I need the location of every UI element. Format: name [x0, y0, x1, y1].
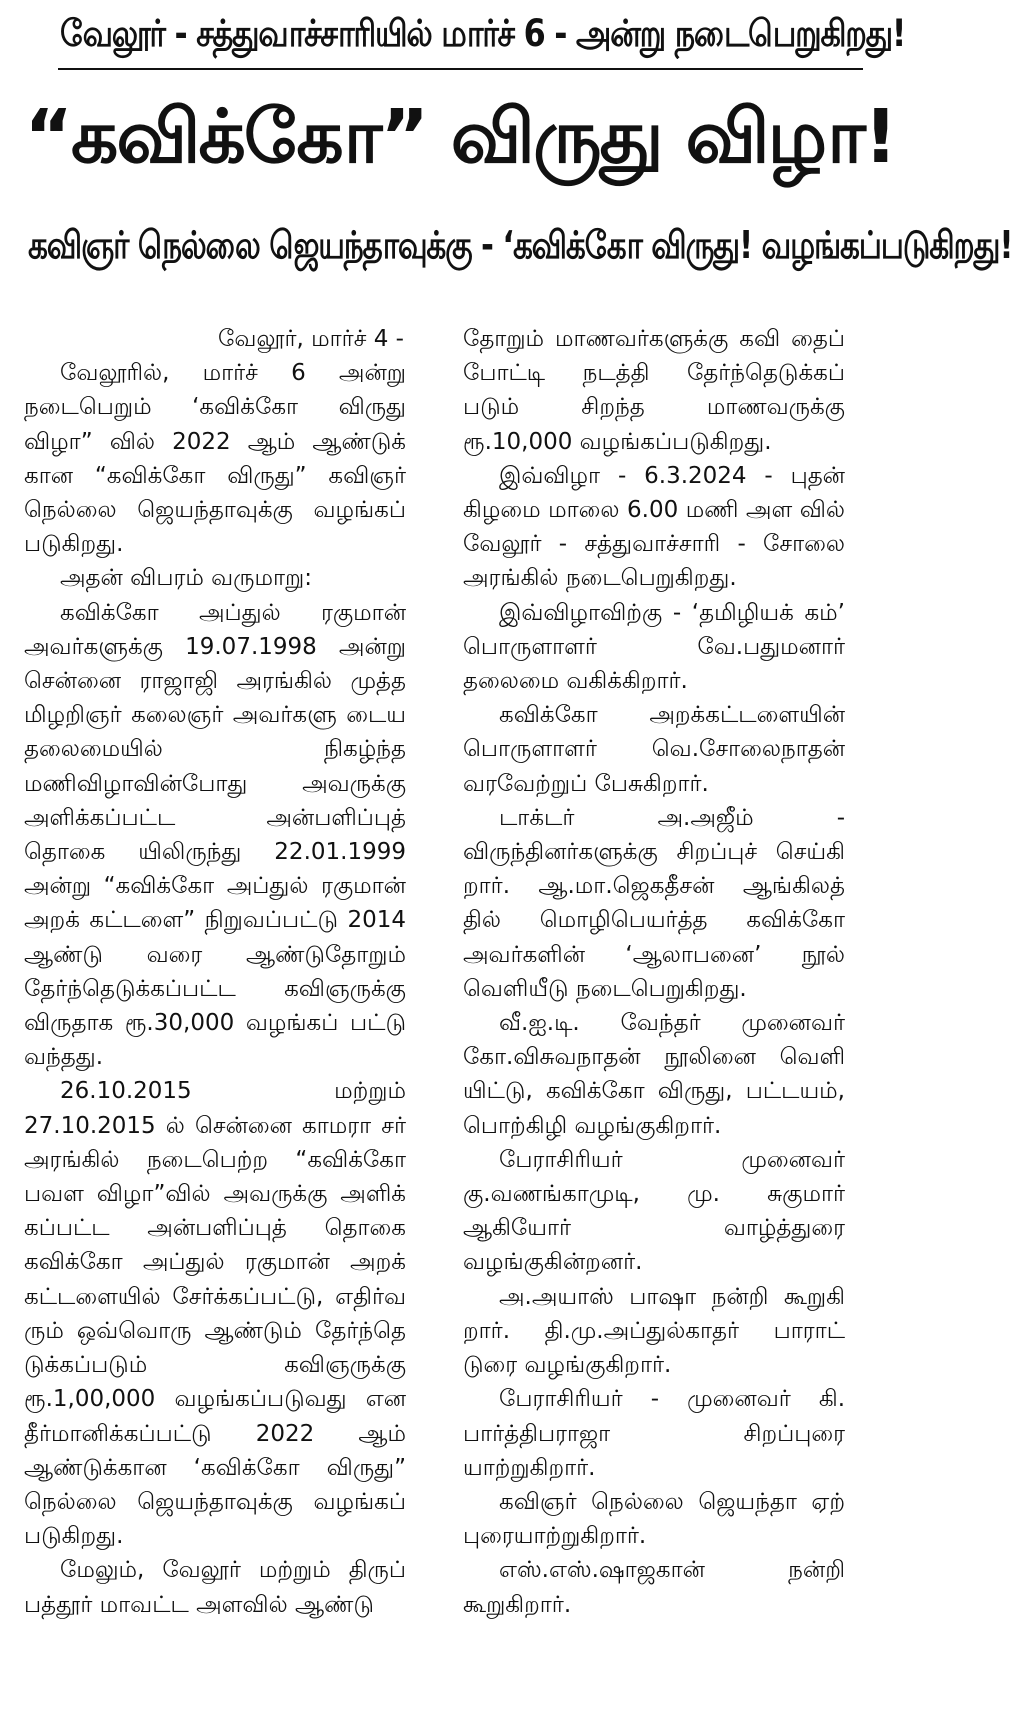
kicker-line: வேலூர் - சத்துவாச்சாரியில் மார்ச் 6 - அன்று நடைபெறுகிறது! — [60, 12, 906, 55]
paragraph: பேராசிரியர் - முனைவர் கி. பார்த்திபராஜா சிறப்புரை யாற்றுகிறார். — [463, 1386, 845, 1481]
paragraph: எஸ்.எஸ்.ஷாஜகான் நன்றி கூறுகிறார். — [463, 1557, 845, 1618]
paragraph: தோறும் மாணவர்களுக்கு கவி தைப் போட்டி நடத்தி தேர்ந்தெடுக்கப் படும் சிறந்த மாணவருக்கு ரூ.10,000 வழங்கப்படுகிறது. — [463, 326, 845, 455]
paragraph: இவ்விழா - 6.3.2024 - புதன் கிழமை மாலை 6.00 மணி அள வில் வேலூர் - சத்துவாச்சாரி - சோலை அரங்கில் நடைபெறுகிறது. — [463, 462, 845, 592]
paragraph: கவிக்கோ அறக்கட்டளையின் பொருளாளர் வெ.சோலைநாதன் வரவேற்றுப் பேசுகிறார். — [463, 702, 845, 797]
kicker-rule — [58, 68, 863, 70]
paragraph: அதன் விபரம் வருமாறு: — [60, 565, 312, 592]
paragraph: டாக்டர் அ.அஜீம் - விருந்தினர்களுக்கு சிறப்புச் செய்கி றார். ஆ.மா.ஜெகதீசன் ஆங்கிலத் தில் மொழிபெயர்த்த கவிக்கோ அவர்களின் ‘ஆலாபனை’ நூல் வெளியீடு நடைபெறுகிறது. — [463, 804, 845, 1002]
headline: “கவிக்கோ” விருது விழா! — [24, 94, 896, 180]
subheadline: கவிஞர் நெல்லை ஜெயந்தாவுக்கு - ‘கவிக்கோ விருது! வழங்கப்படுகிறது! — [28, 223, 1012, 267]
article-column-right — [463, 322, 845, 1622]
paragraph: மேலும், வேலூர் மற்றும் திருப் பத்தூர் மாவட்ட அளவில் ஆண்டு — [24, 1557, 406, 1618]
paragraph: கவிஞர் நெல்லை ஜெயந்தா ஏற் புரையாற்றுகிறார். — [463, 1488, 845, 1550]
paragraph: கவிக்கோ அப்துல் ரகுமான் அவர்களுக்கு 19.07.1998 அன்று சென்னை ராஜாஜி அரங்கில் முத்த மிழறிஞர் கலைஞர் அவர்களு டைய தலைமையில் நிகழ்ந்த மணிவிழாவின்போது அவருக்கு அளிக்கப்பட்ட அன்பளிப்புத் தொகை யிலிருந்து 22.01.1999 அன்று “கவிக்கோ அப்துல் ரகுமான் அறக் கட்டளை” நிறுவப்பட்டு 2014 ஆண்டு வரை ஆண்டுதோறும் தேர்ந்தெடுக்கப்பட்ட கவிஞருக்கு விருதாக ரூ.30,000 வழங்கப் பட்டு வந்தது. — [24, 599, 406, 1071]
paragraph: இவ்விழாவிற்கு - ‘தமிழியக் கம்’ பொருளாளர் வே.பதுமனார் தலைமை வகிக்கிறார். — [463, 599, 845, 695]
paragraph: பேராசிரியர் முனைவர் கு.வணங்காமுடி, மு. சுகுமார் ஆகியோர் வாழ்த்துரை வழங்குகின்றனர். — [463, 1146, 845, 1276]
dateline: வேலூர், மார்ச் 4 - — [218, 326, 404, 352]
paragraph: வேலூரில், மார்ச் 6 அன்று நடைபெறும் ‘கவிக்கோ விருது விழா” வில் 2022 ஆம் ஆண்டுக் கான “கவிக்கோ விருது” கவிஞர் நெல்லை ஜெயந்தாவுக்கு வழங்கப் படுகிறது. — [24, 360, 406, 558]
paragraph: அ.அயாஸ் பாஷா நன்றி கூறுகி றார். தி.மு.அப்துல்காதர் பாராட் டுரை வழங்குகிறார். — [463, 1283, 845, 1379]
paragraph: 26.10.2015 மற்றும் 27.10.2015 ல் சென்னை காமரா சர் அரங்கில் நடைபெற்ற “கவிக்கோ பவள விழா”வில் அவருக்கு அளிக் கப்பட்ட அன்பளிப்புத் தொகை கவிக்கோ அப்துல் ரகுமான் அறக் கட்டளையில் சேர்க்கப்பட்டு, எதிர்வ ரும் ஒவ்வொரு ஆண்டும் தேர்ந்தெ டுக்கப்படும் கவிஞருக்கு ரூ.1,00,000 வழங்கப்படுவது என தீர்மானிக்கப்பட்டு 2022 ஆம் ஆண்டுக்கான ‘கவிக்கோ விருது” நெல்லை ஜெயந்தாவுக்கு வழங்கப் படுகிறது. — [24, 1078, 406, 1550]
article-column-left — [24, 322, 406, 1622]
paragraph: வீ.ஐ.டி. வேந்தர் முனைவர் கோ.விசுவநாதன் நூலினை வெளி யிட்டு, கவிக்கோ விருது, பட்டயம், பொற்கிழி வழங்குகிறார். — [463, 1010, 845, 1139]
